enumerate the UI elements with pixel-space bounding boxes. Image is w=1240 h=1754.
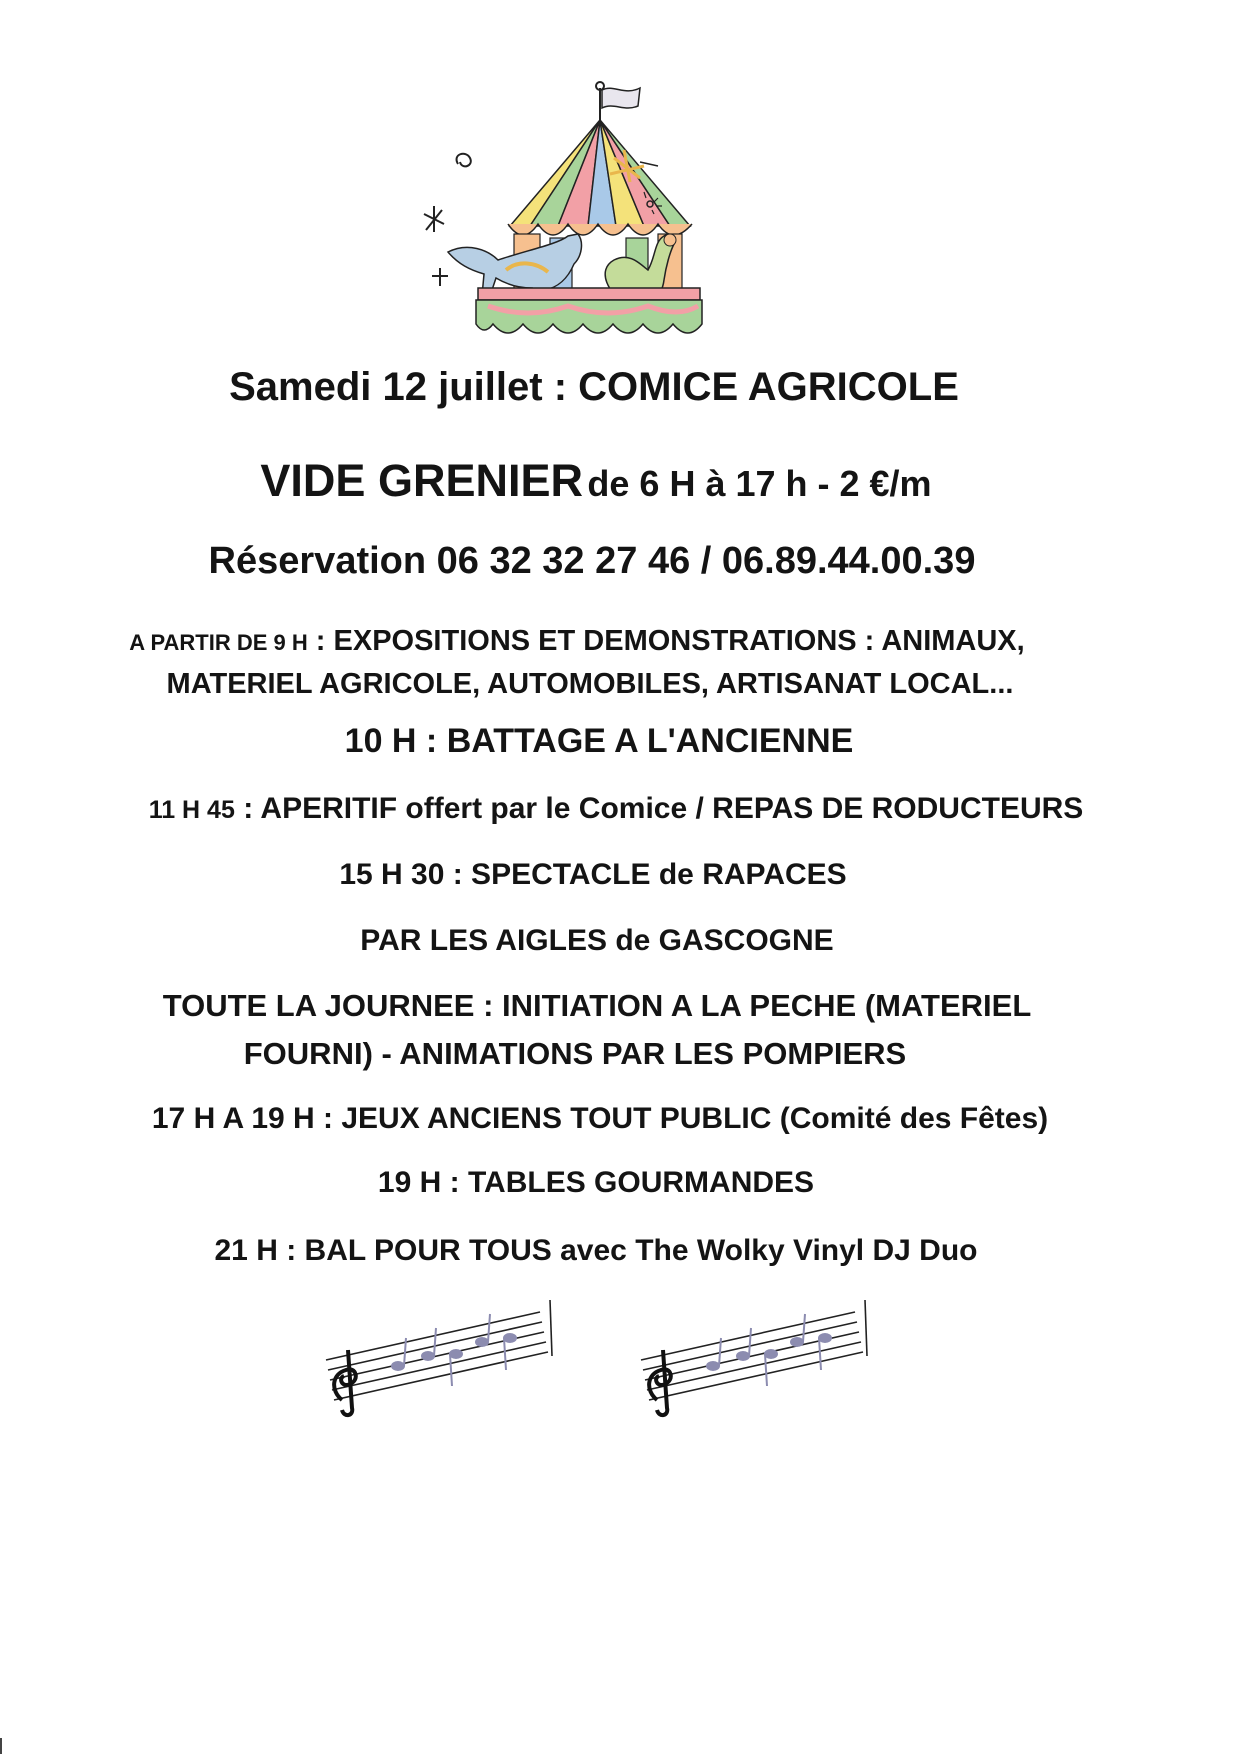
aigles-line: PAR LES AIGLES de GASCOGNE (360, 924, 834, 957)
music-staff-illustration (320, 1290, 580, 1430)
scan-mark (0, 1738, 2, 1754)
reservation-line: Réservation 06 32 32 27 46 / 06.89.44.00.39 (208, 540, 976, 582)
vide-grenier-line (0, 455, 1216, 507)
title-line: Samedi 12 juillet : COMICE AGRICOLE (229, 365, 959, 409)
journee-line-2: FOURNI) - ANIMATIONS PAR LES POMPIERS (243, 1036, 907, 1071)
aperitif-time: 11 H 45 (148, 796, 235, 824)
spectacle-line: 15 H 30 : SPECTACLE de RAPACES (339, 858, 847, 891)
tables-line: 19 H : TABLES GOURMANDES (377, 1166, 815, 1199)
journee-line-1: TOUTE LA JOURNEE : INITIATION A LA PECHE (MATERIEL (162, 988, 1032, 1023)
vide-grenier-details: de 6 H à 17 h - 2 €/m (587, 463, 932, 504)
battage-line: 10 H : BATTAGE A L'ANCIENNE (344, 722, 854, 760)
aperitif-line (0, 792, 1236, 826)
expositions-prefix: A PARTIR DE 9 H (129, 630, 308, 655)
vide-grenier-main: VIDE GRENIER (260, 455, 583, 506)
expositions-line-1 (0, 625, 1197, 658)
expositions-line-2: MATERIEL AGRICOLE, AUTOMOBILES, ARTISANAT LOCAL... (166, 668, 1014, 700)
aperitif-text: : APERITIF offert par le Comice / REPAS DE RODUCTEURS (234, 792, 1084, 825)
bal-line: 21 H : BAL POUR TOUS avec The Wolky Vinyl DJ Duo (214, 1234, 978, 1267)
jeux-line: 17 H A 19 H : JEUX ANCIENS TOUT PUBLIC (Comité des Fêtes) (151, 1102, 1049, 1135)
carousel-illustration (418, 74, 778, 384)
music-staff-illustration (635, 1290, 895, 1430)
expositions-line-1-text: : EXPOSITIONS ET DEMONSTRATIONS : ANIMAUX, (307, 625, 1025, 657)
